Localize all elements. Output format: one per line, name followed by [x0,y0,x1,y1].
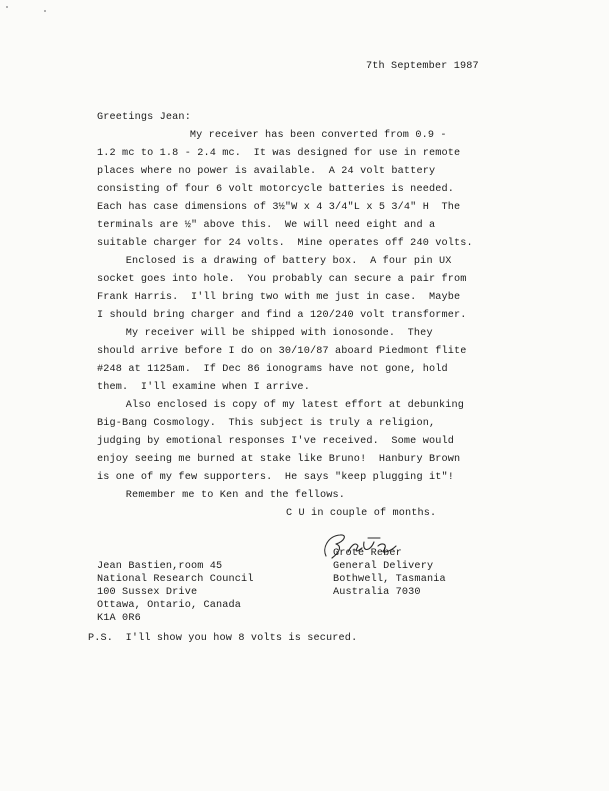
body-line: terminals are ½" above this. We will need eight and a [97,220,436,231]
letter-date: 7th September 1987 [366,61,479,72]
sender-address-line: Australia 7030 [333,587,421,598]
body-line: Each has case dimensions of 3½"W x 4 3/4"L x 5 3/4" H The [97,202,461,213]
body-line: My receiver will be shipped with ionosonde. They [107,328,433,339]
body-line: should arrive before I do on 30/10/87 aboard Piedmont flite [97,346,467,357]
sender-address-line: Grote Reber [333,548,402,559]
body-line: enjoy seeing me burned at stake like Bruno! Hanbury Brown [97,454,461,465]
recipient-address-line: Ottawa, Ontario, Canada [97,600,242,611]
postscript: P.S. I'll show you how 8 volts is secured. [88,633,358,644]
body-line: 1.2 mc to 1.8 - 2.4 mc. It was designed for use in remote [97,148,461,159]
body-line: places where no power is available. A 24 volt battery [97,166,436,177]
body-line: #248 at 1125am. If Dec 86 ionograms have not gone, hold [97,364,448,375]
body-line: My receiver has been converted from 0.9 - [146,130,447,141]
sender-address-line: Bothwell, Tasmania [333,574,446,585]
body-line: Also enclosed is copy of my latest effort at debunking [107,400,465,411]
body-line: is one of my few supporters. He says "keep plugging it"! [97,472,455,483]
body-line: Remember me to Ken and the fellows. [107,490,346,501]
body-line: Frank Harris. I'll bring two with me just in case. Maybe [97,292,461,303]
body-line: suitable charger for 24 volts. Mine operates off 240 volts. [97,238,473,249]
body-line: judging by emotional responses I've received. Some would [97,436,455,447]
body-line: I should bring charger and find a 120/240 volt transformer. [97,310,467,321]
letter-greeting: Greetings Jean: [97,112,191,123]
body-line: them. I'll examine when I arrive. [97,382,310,393]
body-line: Big-Bang Cosmology. This subject is truly a religion, [97,418,436,429]
paper-speck [44,10,46,12]
body-line: consisting of four 6 volt motorcycle batteries is needed. [97,184,455,195]
recipient-address-line: 100 Sussex Drive [97,587,198,598]
recipient-address-line: Jean Bastien,room 45 [97,561,223,572]
recipient-address-line: K1A 0R6 [97,613,141,624]
body-line: socket goes into hole. You probably can secure a pair from [97,274,467,285]
body-line: Enclosed is a drawing of battery box. A four pin UX [107,256,452,267]
sender-address-line: General Delivery [333,561,434,572]
recipient-address-line: National Research Council [97,574,254,585]
paper-speck [6,6,8,8]
letter-closing: C U in couple of months. [286,508,437,519]
